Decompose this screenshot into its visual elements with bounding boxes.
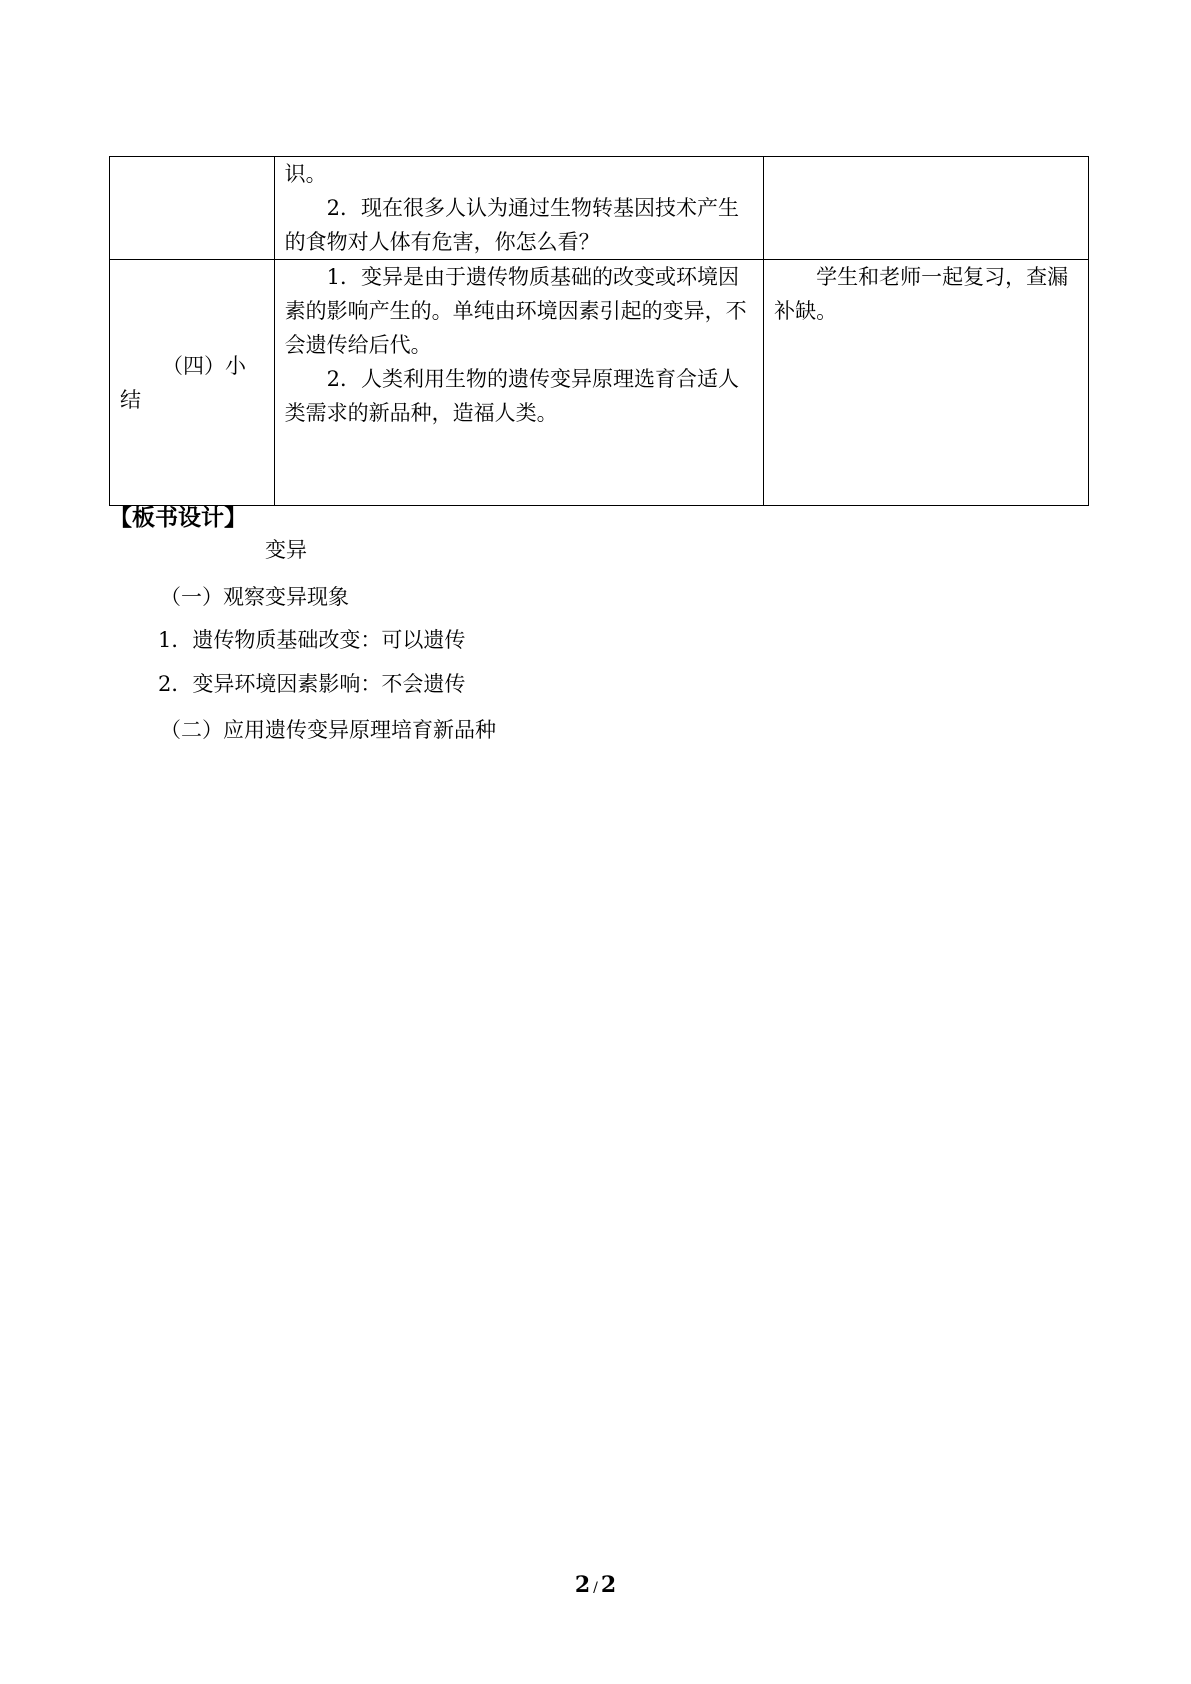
content-cell <box>274 260 764 506</box>
content-text: 2．现在很多人认为通过生物转基因技术产生的食物对人体有危害，你怎么看？ <box>284 196 739 254</box>
page-number <box>0 1570 1191 1603</box>
page-current: 2 <box>574 1572 591 1598</box>
lesson-table <box>109 156 1089 506</box>
stage-label: （四）小结 <box>120 353 246 412</box>
page-total: 2 <box>600 1572 617 1598</box>
content-text: 识。 <box>284 162 327 186</box>
activity-cell <box>764 260 1089 506</box>
activity-text: 学生和老师一起复习，查漏补缺。 <box>774 265 1069 323</box>
stage-cell <box>110 260 275 506</box>
content-text: 1．变异是由于遗传物质基础的改变或环境因素的影响产生的。单纯由环境因素引起的变异，不会遗传给后代。 <box>284 265 747 357</box>
board-section-1: （一）观察变异现象 <box>160 585 349 609</box>
board-design-heading: 【板书设计】 <box>109 505 247 531</box>
content-cell <box>274 157 764 260</box>
stage-cell <box>110 157 275 260</box>
board-item-1: 1．遗传物质基础改变：可以遗传 <box>158 628 466 652</box>
table-row <box>110 260 1089 506</box>
content-text: 2．人类利用生物的遗传变异原理选育合适人类需求的新品种，造福人类。 <box>284 367 739 425</box>
table-row <box>110 157 1089 260</box>
page-separator: / <box>593 1580 598 1596</box>
board-section-2: （二）应用遗传变异原理培育新品种 <box>160 718 496 742</box>
board-title: 变异 <box>265 538 307 562</box>
board-item-2: 2．变异环境因素影响：不会遗传 <box>158 672 466 696</box>
activity-cell <box>764 157 1089 260</box>
